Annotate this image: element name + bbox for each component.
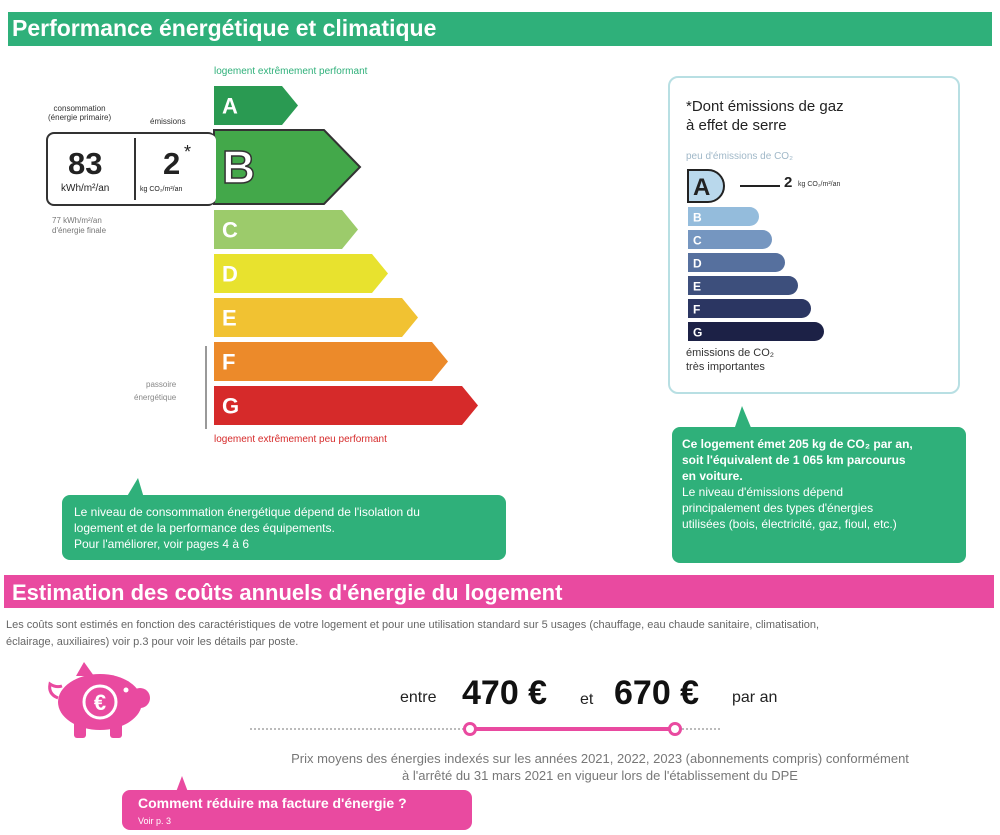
energy-class-f-letter: F — [222, 349, 236, 375]
emissions-asterisk: * — [184, 142, 192, 162]
passoire-bracket — [205, 346, 207, 429]
max-cost: 670 € — [614, 674, 700, 712]
energy-class-g-arrow — [214, 386, 478, 425]
co2-class-g-bar — [688, 322, 824, 341]
co2-class-e-bar — [688, 276, 798, 295]
co2-scale — [686, 168, 846, 344]
energy-class-b-letter: B — [222, 141, 256, 193]
value-box-divider — [134, 138, 136, 200]
reduce-bill-title[interactable]: Comment réduire ma facture d'énergie ? — [138, 795, 407, 811]
section-title-costs: Estimation des coûts annuels d'énergie du logement — [12, 580, 563, 605]
co2-unit: kg CO₂/m²/an — [798, 181, 841, 188]
co2-class-b-letter: B — [693, 210, 702, 225]
piggy-bank-icon — [40, 662, 154, 740]
energy-scale — [200, 80, 530, 440]
co2-many-caption: émissions de CO₂ très importantes — [686, 347, 775, 373]
emissions-label: émissions — [150, 117, 186, 126]
energy-class-d-letter: D — [222, 261, 238, 287]
co2-class-d-letter: D — [693, 256, 702, 271]
energy-class-a-letter: A — [222, 93, 238, 119]
consumption-value: 83 — [68, 146, 103, 181]
emissions-value: 2 — [163, 146, 181, 181]
section-title-performance: Performance énergétique et climatique — [12, 15, 437, 41]
co2-value: 2 — [784, 174, 793, 191]
co2-connector-line — [740, 185, 780, 187]
energy-class-c-letter: C — [222, 217, 238, 243]
co2-class-f-bar — [688, 299, 811, 318]
range-start-marker — [463, 722, 477, 736]
emissions-info-text: Ce logement émet 205 kg de CO₂ par an, soit l'équivalent de 1 065 km parcourus en voiture. Le niveau d'émissions dépend principalement des types d'énergies utilisées (bois, électricité, gaz, fioul, etc.) — [682, 437, 913, 531]
co2-class-d-bar — [688, 253, 785, 272]
energy-class-e-arrow — [214, 298, 418, 337]
min-cost: 470 € — [462, 674, 548, 712]
reduce-bill-subtitle[interactable]: Voir p. 3 — [138, 816, 172, 826]
range-end-marker — [668, 722, 682, 736]
prices-note: Prix moyens des énergies indexés sur les années 2021, 2022, 2023 (abonnements compris) conformément à l'arrêté du 31 mars 2021 en vigueur lors de l'établissement du DPE — [291, 751, 909, 783]
range-label-et: et — [580, 691, 594, 708]
consumption-label: consommation (énergie primaire) — [48, 104, 112, 122]
final-energy-note: 77 kWh/m²/an d'énergie finale — [52, 216, 107, 235]
energy-class-d-arrow — [214, 254, 388, 293]
emissions-unit: kg CO₂/m²/an — [140, 186, 183, 193]
top-caption: logement extrêmement performant — [214, 66, 368, 77]
co2-title: *Dont émissions de gaz à effet de serre — [686, 98, 844, 134]
energy-class-e-letter: E — [222, 305, 237, 331]
range-label-par-an: par an — [732, 689, 778, 706]
energy-class-g-letter: G — [222, 393, 240, 419]
co2-class-a-letter: A — [693, 174, 711, 201]
range-bar — [470, 727, 675, 731]
passoire-label: passoire énergétique — [134, 380, 177, 402]
consumption-info-text: Le niveau de consommation énergétique dépend de l'isolation du logement et de la performance des équipements. Pour l'améliorer, voir pages 4 à 6 — [74, 505, 420, 551]
costs-description: Les coûts sont estimés en fonction des caractéristiques de votre logement et pour une utilisation standard sur 5 usages (chauffage, eau chaude sanitaire, climatisation, éclairage, auxiliaires) voir p.3 pour voir les détails par poste. — [6, 619, 820, 648]
bottom-caption: logement extrêmement peu performant — [214, 434, 387, 445]
range-label-entre: entre — [400, 689, 437, 706]
consumption-unit: kWh/m²/an — [61, 183, 110, 194]
energy-class-f-arrow — [214, 342, 448, 381]
co2-few-caption: peu d'émissions de CO₂ — [686, 151, 793, 162]
co2-class-g-letter: G — [693, 325, 703, 340]
co2-class-e-letter: E — [693, 279, 702, 294]
co2-class-c-letter: C — [693, 233, 702, 248]
co2-class-f-letter: F — [693, 302, 701, 317]
svg-text:€: € — [93, 690, 107, 715]
